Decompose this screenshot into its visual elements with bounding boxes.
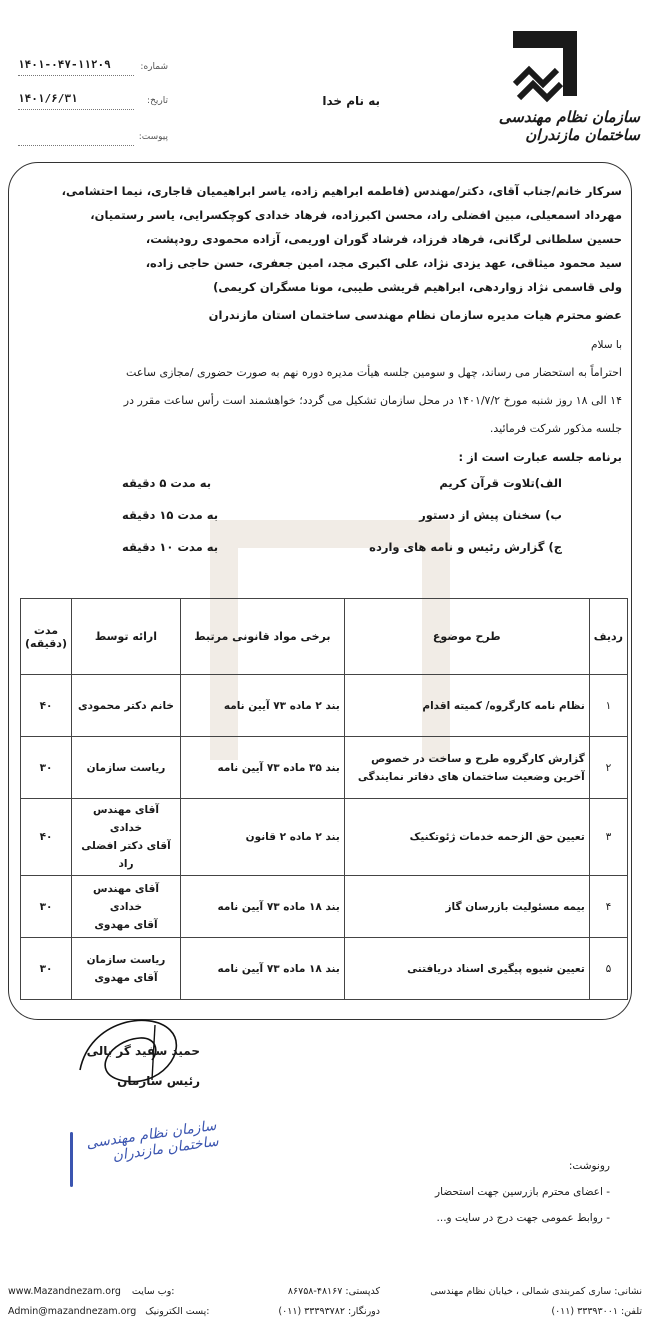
letter-attachment-row	[18, 130, 168, 146]
table-row	[21, 675, 628, 737]
header-duration-line2: (دقیقه)	[25, 636, 67, 650]
row-law: بند ۱۸ ماده ۷۳ آیین نامه	[180, 876, 344, 938]
footer-fax: دورنگار: ۳۳۳۹۳۷۸۲ (۰۱۱)	[278, 1306, 380, 1317]
letter-date-row	[18, 94, 168, 110]
agenda-item	[22, 540, 622, 560]
letter-date-value: ۱۴۰۱/۶/۳۱	[18, 92, 78, 105]
footer-website-label: وب سایت:	[131, 1286, 175, 1297]
agenda-item-duration: به مدت ۱۰ دقیقه	[122, 540, 219, 554]
body-line-2: ۱۴ الی ۱۸ روز شنبه مورخ ۱۴۰۱/۷/۲ در محل سازمان تشکیل می گردد؛ خواهشمند است رأس ساعت مقرر در	[123, 394, 622, 407]
bismillah-heading: به نام خدا	[322, 94, 380, 108]
footer-email-row	[8, 1306, 228, 1317]
organization-logo	[505, 26, 585, 106]
row-duration: ۳۰	[21, 938, 72, 1000]
row-duration: ۳۰	[21, 737, 72, 799]
footer-postal-code: کدپستی: ۴۸۱۶۷-۸۶۷۵۸	[287, 1286, 380, 1297]
agenda-item-duration: به مدت ۵ دقیقه	[122, 476, 212, 490]
body-line-3: جلسه مذکور شرکت فرمائید.	[489, 422, 622, 435]
table-row	[21, 737, 628, 799]
row-num: ۲	[589, 737, 627, 799]
letter-date-line	[18, 109, 134, 110]
header-duration	[21, 599, 72, 675]
table-header-row	[21, 599, 628, 675]
letter-attachment-label: پیوست:	[138, 132, 168, 142]
row-law: بند ۲ ماده ۲ قانون	[180, 799, 344, 876]
letter-number-value: ۱۴۰۱-۰۴۷-۱۱۲۰۹	[18, 58, 111, 71]
recipient-role: عضو محترم هیات مدیره سازمان نظام مهندسی ساختمان استان مازندران	[208, 308, 622, 322]
row-presenter	[72, 938, 181, 1000]
agenda-item-text: ب) سخنان پیش از دستور	[419, 508, 562, 522]
row-num: ۵	[589, 938, 627, 1000]
row-duration: ۴۰	[21, 675, 72, 737]
row-presenter-name: ریاست سازمان	[86, 761, 166, 774]
row-topic: گزارش کارگروه طرح و ساخت در خصوص آخرین وضعیت ساختمان های دفاتر نمایندگی	[344, 737, 589, 799]
header-topic: طرح موضوع	[344, 599, 589, 675]
agenda-item-duration: به مدت ۱۵ دقیقه	[122, 508, 219, 522]
row-presenter-name: آقای مهدوی	[94, 918, 158, 931]
recipient-line-5: ولی قاسمی نژاد زواردهی، ابراهیم قریشی طیبی، مونا مسگران کریمی)	[213, 280, 622, 294]
row-presenter	[72, 876, 181, 938]
row-topic: بیمه مسئولیت بازرسان گاز	[344, 876, 589, 938]
letter-number-line	[18, 75, 134, 76]
footer-email-value[interactable]: Admin@mazandnezam.org	[8, 1306, 137, 1317]
row-presenter	[72, 737, 181, 799]
agenda-item	[22, 508, 622, 528]
letter-number-row	[18, 60, 168, 76]
table-row	[21, 938, 628, 1000]
row-presenter-name: آقای دکتر افضلی راد	[81, 840, 171, 870]
header-num: ردیف	[589, 599, 627, 675]
row-topic: نظام نامه کارگروه/ کمیته اقدام	[344, 675, 589, 737]
footer-address: نشانی: ساری کمربندی شمالی ، خیابان نظام مهندسی	[430, 1286, 642, 1297]
agenda-item	[22, 476, 622, 496]
organization-name: سازمان نظام مهندسی ساختمان مازندران	[498, 108, 640, 144]
table-row	[21, 876, 628, 938]
header-law: برخی مواد قانونی مرتبط	[180, 599, 344, 675]
header-by: ارائه توسط	[72, 599, 181, 675]
agenda-item-text: الف)تلاوت قرآن کریم	[439, 476, 562, 490]
table-row	[21, 799, 628, 876]
row-num: ۳	[589, 799, 627, 876]
organization-stamp: سازمان نظام مهندسی ساختمان مازندران	[85, 1117, 220, 1165]
recipient-line-1: سرکار خانم/جناب آقای، دکتر/مهندس (فاطمه ابراهیم زاده، یاسر ابراهیمیان قاجاری، نیما احتشامی،	[61, 184, 622, 198]
signatory-name: حمید سفید گر بالی	[86, 1044, 200, 1058]
row-law: بند ۲ ماده ۷۳ آیین نامه	[180, 675, 344, 737]
row-presenter-name: آقای مهندس خدادی	[93, 804, 159, 834]
footer-phone: تلفن: ۳۳۳۹۳۰۰۱ (۰۱۱)	[551, 1306, 642, 1317]
cc-item: - روابط عمومی جهت درج در سایت و...	[436, 1212, 610, 1224]
body-line-1: احتراماً به استحضار می رساند، چهل و سومین جلسه هیأت مدیره دوره نهم به صورت حضوری /مجازی ساعت	[126, 366, 622, 379]
program-intro: برنامه جلسه عبارت است از :	[458, 450, 622, 464]
row-law: بند ۳۵ ماده ۷۳ آیین نامه	[180, 737, 344, 799]
row-presenter-name: ریاست سازمان	[86, 953, 166, 966]
footer-email-label: پست الکترونیک:	[145, 1306, 210, 1317]
footer-website-value[interactable]: www.Mazandnezam.org	[8, 1286, 121, 1297]
greeting: با سلام	[590, 339, 622, 351]
cc-title: رونوشت:	[568, 1160, 610, 1172]
row-presenter-name: آقای مهندس خدادی	[93, 882, 159, 913]
row-topic: تعیین حق الزحمه خدمات ژئوتکنیک	[344, 799, 589, 876]
row-topic: تعیین شیوه پیگیری اسناد دریافتنی	[344, 938, 589, 1000]
row-presenter-name: خانم دکتر محمودی	[77, 699, 174, 712]
agenda-item-text: ج) گزارش رئیس و نامه های وارده	[369, 540, 562, 554]
footer-website-row	[8, 1286, 228, 1297]
row-presenter	[72, 799, 181, 876]
row-duration: ۳۰	[21, 876, 72, 938]
letter-date-label: تاریخ:	[147, 96, 168, 106]
letter-attachment-line	[18, 145, 134, 146]
row-num: ۱	[589, 675, 627, 737]
cc-item: - اعضای محترم بازرسین جهت استحضار	[435, 1186, 610, 1198]
signatory-title: رئیس سازمان	[117, 1074, 200, 1088]
row-duration: ۴۰	[21, 799, 72, 876]
letter-number-label: شماره:	[140, 62, 168, 72]
recipient-line-3: حسین سلطانی لرگانی، فرهاد فرزاد، فرشاد گوران اوریمی، آزاده محمودی رودپشت،	[145, 232, 622, 246]
recipient-line-2: مهرداد اسمعیلی، مبین افضلی راد، محسن اکبرزاده، فرهاد خدادی کوچکسرایی، یاسر رستمیان،	[90, 208, 622, 222]
header-duration-line1: مدت	[33, 623, 59, 637]
row-presenter	[72, 675, 181, 737]
recipient-line-4: سید محمود میثاقی، عهد یزدی نژاد، علی اکبری مجد، امین جعفری، حسن حاجی زاده،	[145, 256, 622, 270]
row-presenter-name: آقای مهدوی	[94, 971, 158, 984]
row-num: ۴	[589, 876, 627, 938]
row-law: بند ۱۸ ماده ۷۳ آیین نامه	[180, 938, 344, 1000]
agenda-table	[20, 598, 628, 1000]
